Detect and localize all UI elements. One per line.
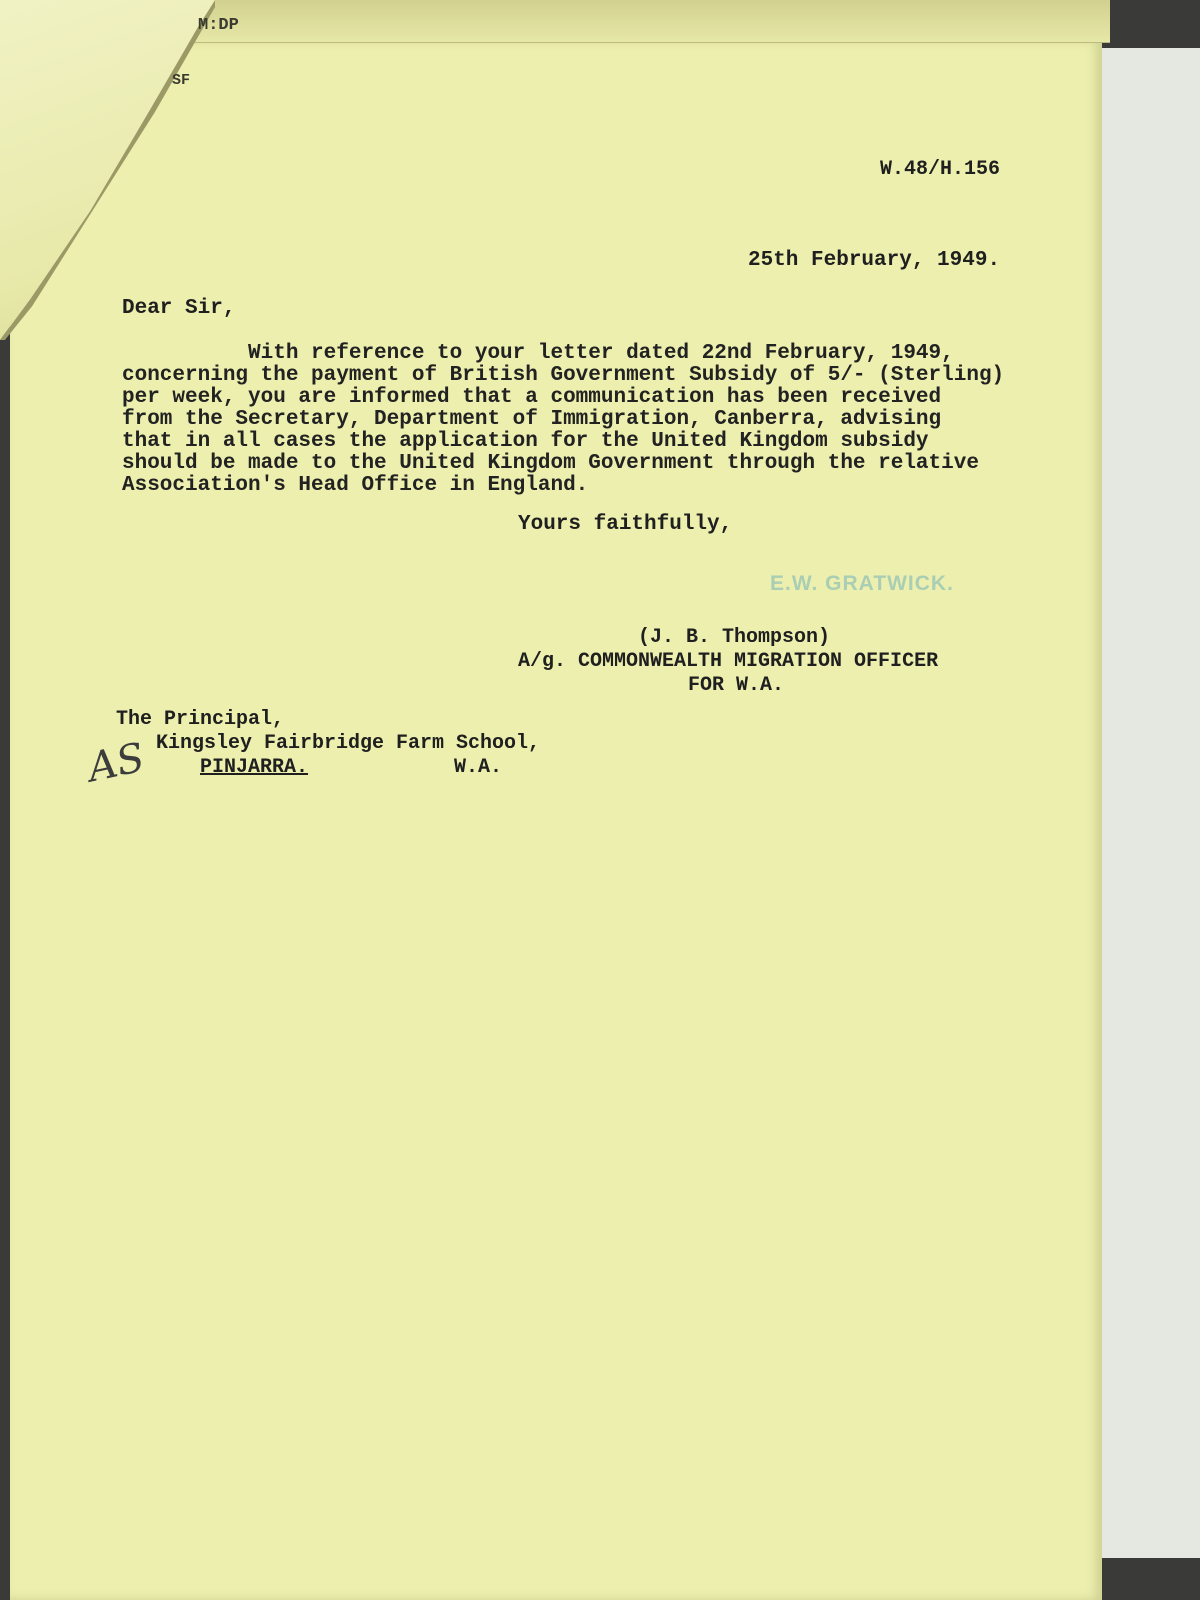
letter-page [10,40,1102,1600]
file-mark-sf: SF [172,72,191,89]
addressee-line-1: The Principal, [116,708,285,731]
signature-stamp: E.W. GRATWICK. [770,572,954,595]
addressee-state: W.A. [454,756,503,779]
addressee-line-2: Kingsley Fairbridge Farm School, [156,732,541,755]
letter-date: 25th February, 1949. [748,249,1001,272]
signatory-title: A/g. COMMONWEALTH MIGRATION OFFICER [518,650,939,673]
body-line: from the Secretary, Department of Immigration, Canberra, advising [122,408,942,431]
body-line: With reference to your letter dated 22nd February, 1949, [122,342,954,365]
reference-number: W.48/H.156 [880,158,1001,181]
addressee-town: PINJARRA. [200,756,309,779]
file-top-edge [150,0,1110,43]
signatory-title-region: FOR W.A. [688,674,785,697]
body-line: that in all cases the application for the United Kingdom subsidy [122,430,929,453]
body-line: should be made to the United Kingdom Government through the relative [122,452,979,475]
body-line: Association's Head Office in England. [122,474,589,497]
body-line: per week, you are informed that a communication has been received [122,386,942,409]
salutation: Dear Sir, [122,297,236,320]
body-line: concerning the payment of British Government Subsidy of 5/- (Sterling) [122,364,1005,387]
closing: Yours faithfully, [518,513,733,536]
file-mark-top: M:DP [198,16,239,35]
handwritten-initials: AS [83,734,149,792]
signatory-name: (J. B. Thompson) [638,626,831,649]
